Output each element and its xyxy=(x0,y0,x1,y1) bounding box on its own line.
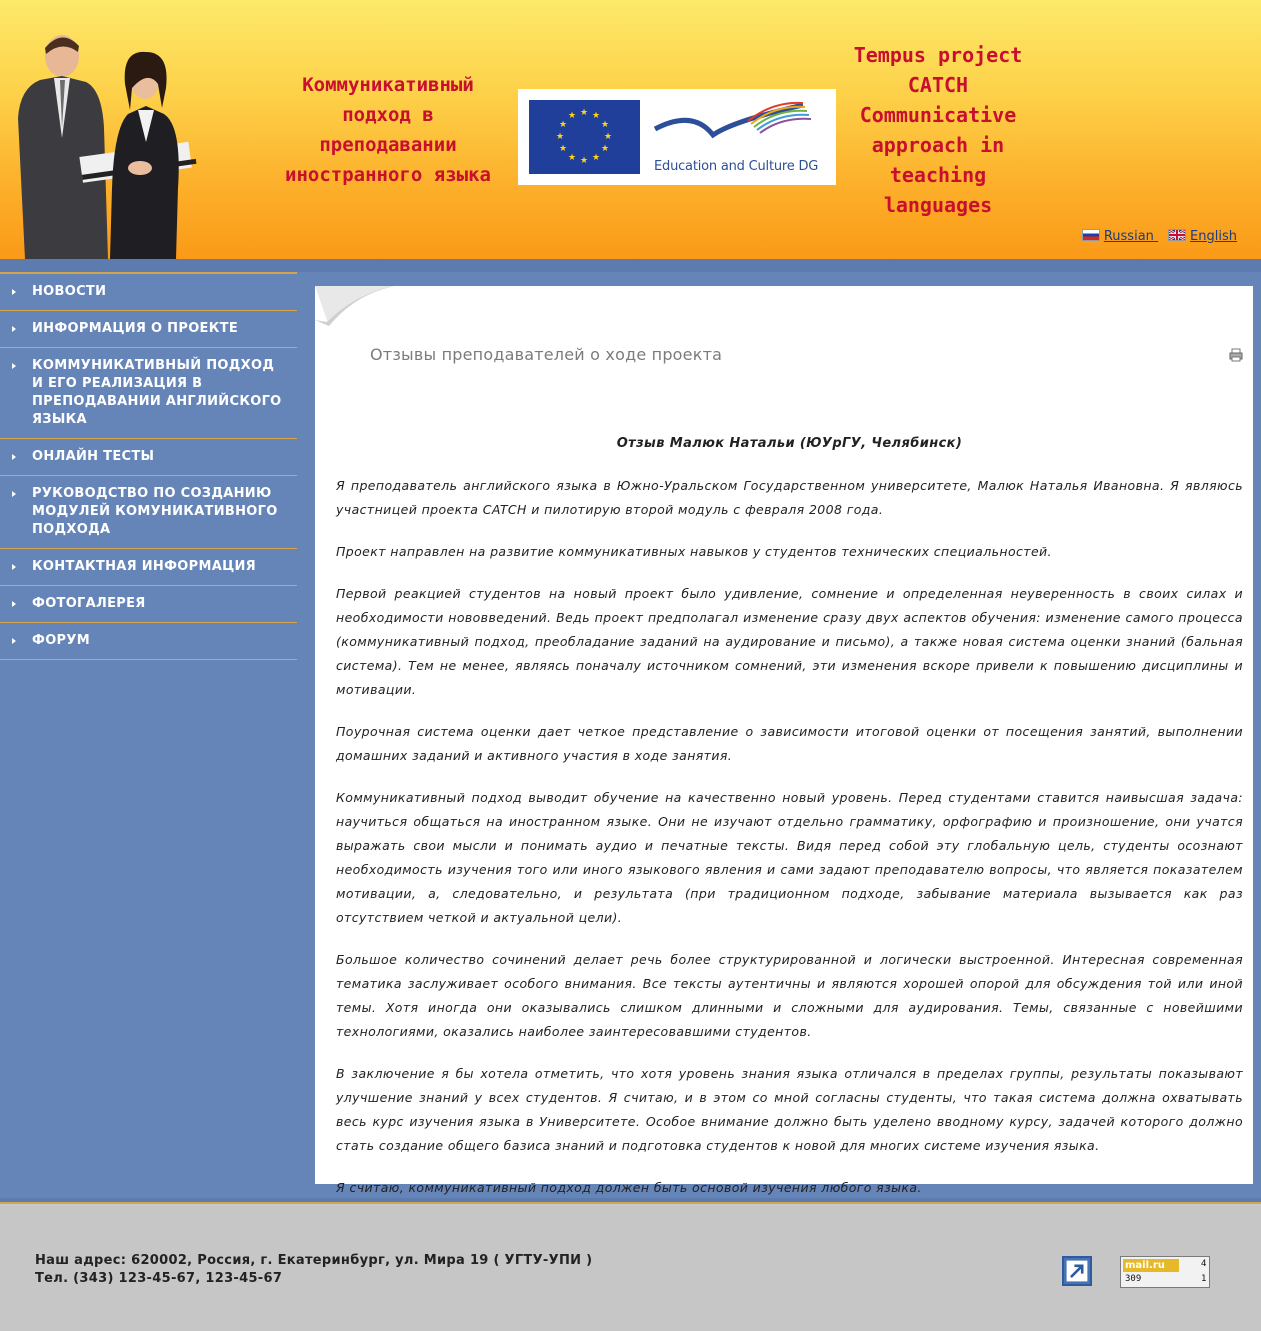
sidebar-item-project-info[interactable]: ИНФОРМАЦИЯ О ПРОЕКТЕ xyxy=(0,311,297,348)
print-icon[interactable] xyxy=(1229,348,1243,362)
language-link-english[interactable]: English xyxy=(1168,229,1237,244)
header-divider xyxy=(0,259,1261,272)
arrow-right-icon xyxy=(12,289,16,295)
counter-value: 309 xyxy=(1125,1274,1142,1284)
uk-flag-icon xyxy=(1168,229,1186,241)
mailru-logo: mail.ru xyxy=(1123,1259,1179,1272)
arrow-right-icon xyxy=(12,638,16,644)
article-paragraph: Проект направлен на развитие коммуникативных навыков у студентов технических специальностей. xyxy=(336,544,1052,559)
footer xyxy=(0,1206,1261,1331)
sidebar-item-forum[interactable]: ФОРУМ xyxy=(0,623,297,660)
mailru-counter[interactable] xyxy=(1120,1256,1210,1288)
arrow-right-icon xyxy=(12,491,16,497)
article-paragraph: Поурочная система оценки дает четкое представление о зависимости итоговой оценки от посещения занятий, выполнении домашних заданий и активного участия в ходе занятия. xyxy=(336,724,1243,763)
arrow-right-icon xyxy=(12,601,16,607)
business-people-image xyxy=(10,18,200,259)
external-link-icon[interactable] xyxy=(1062,1256,1092,1286)
article-paragraph: Я считаю, коммуникативный подход должен быть основой изучения любого языка. xyxy=(336,1180,922,1195)
main-area xyxy=(297,272,1261,1198)
footer-divider xyxy=(0,1198,1261,1204)
sidebar-item-online-tests[interactable]: ОНЛАЙН ТЕСТЫ xyxy=(0,439,297,476)
site-title-russian: Коммуникативный подход в преподавании иностранного языка xyxy=(285,74,491,186)
article-paragraph: Я преподаватель английского языка в Южно-Уральском Государственном университете, Малюк Наталья Ивановна. Я являюсь участницей проекта CATCH и пилотирую второй модуль с февраля 2008 года. xyxy=(336,478,1243,517)
eu-flag-icon: ★ ★ ★ ★ ★ ★ ★ ★ ★ ★ ★ ★ xyxy=(529,100,640,174)
russia-flag-icon xyxy=(1082,229,1100,241)
phone-line: Тел. (343) 123-45-67, 123-45-67 xyxy=(35,1271,283,1286)
address-line: Наш адрес: 620002, Россия, г. Екатеринбург, ул. Мира 19 ( УГТУ-УПИ ) xyxy=(35,1253,593,1268)
eu-logo-text: Education and Culture DG xyxy=(654,159,819,174)
language-switcher xyxy=(1072,229,1237,244)
article-paragraph: Коммуникативный подход выводит обучение на качественно новый уровень. Перед студентами ставится наивысшая задача: научиться общаться на иностранном языке. Они не изучают отдельно грамматику, орфографию и произношение, они учатся выражать свои мысли и понимать аудио и печатные тексты. Видя перед собой эту глобальную цель, студенты осознают необходимость изучения того или иного языкового явления и сами задают преподавателю вопросы, что является показателем мотивации, а, следовательно, и результата (при традиционном подходе, забывание материала вызывается как раз отсутствием четкой и актуальной цели). xyxy=(336,790,1243,925)
article-heading: Отзыв Малюк Натальи (ЮУрГУ, Челябинск) xyxy=(616,436,963,451)
eu-education-culture-logo xyxy=(518,89,836,185)
arrow-right-icon xyxy=(12,363,16,369)
sidebar-nav xyxy=(0,272,297,1198)
sidebar-item-contacts[interactable]: КОНТАКТНАЯ ИНФОРМАЦИЯ xyxy=(0,549,297,586)
counter-value: 1 xyxy=(1201,1274,1207,1284)
counter-value: 4 xyxy=(1201,1259,1207,1269)
sidebar-item-news[interactable]: НОВОСТИ xyxy=(0,274,297,311)
content-panel xyxy=(315,286,1253,1195)
article-paragraph: Большое количество сочинений делает речь более структурированной и логически выстроенной. Интересная современная тематика заслуживает особого внимания. Все тексты аутентичны и являются хорошей опорой для обсуждения той или иной темы. Хотя иногда они оказывались слишком длинными и сложными для аудирования. Темы, связанные с новейшими технологиями, оказались наиболее заинтересовавшими студентов. xyxy=(336,952,1243,1039)
footer-address xyxy=(35,1252,592,1288)
page-curl-decoration xyxy=(315,286,395,331)
education-culture-bird-icon xyxy=(653,99,823,149)
article-paragraph: Первой реакцией студентов на новый проект было удивление, сомнение и определенная неуверенность в своих силах и необходимости нововведений. Ведь проект предполагал изменение сразу двух аспектов обучения: изменение самого процесса (коммуникативный подход, преобладание заданий на аудирование и письмо), а также новая система оценки знаний (бальная система). Тем не менее, являясь поначалу источником сомнений, эти изменения вскоре привели к повышению дисциплины и мотивации. xyxy=(336,586,1243,697)
arrow-right-icon xyxy=(12,454,16,460)
sidebar-item-photo-gallery[interactable]: ФОТОГАЛЕРЕЯ xyxy=(0,586,297,623)
sidebar-item-module-guide[interactable]: РУКОВОДСТВО ПО СОЗДАНИЮ МОДУЛЕЙ КОМУНИКАТИВНОГО ПОДХОДА xyxy=(0,476,297,549)
arrow-right-icon xyxy=(12,564,16,570)
arrow-right-icon xyxy=(12,326,16,332)
article-body xyxy=(336,432,1243,1218)
page-title: Отзывы преподавателей о ходе проекта xyxy=(370,345,723,364)
site-title-english: Tempus project CATCH Communicative approach in teaching languages xyxy=(853,43,1023,217)
header xyxy=(0,0,1261,259)
language-link-russian[interactable]: Russian xyxy=(1082,229,1158,244)
sidebar-item-communicative-approach[interactable]: КОММУНИКАТИВНЫЙ ПОДХОД И ЕГО РЕАЛИЗАЦИЯ В ПРЕПОДАВАНИИ АНГЛИЙСКОГО ЯЗЫКА xyxy=(0,348,297,439)
article-paragraph: В заключение я бы хотела отметить, что хотя уровень знания языка отличался в пределах группы, результаты показывают улучшение знаний у всех студентов. Я считаю, и в этом со мной согласны студенты, что такая система должна охватывать весь курс изучения языка в Университете. Особое внимание должно быть уделено вводному курсу, задачей которого должно стать создание общего базиса знаний и подготовка студентов к новой для многих системе изучения языка. xyxy=(336,1066,1243,1153)
